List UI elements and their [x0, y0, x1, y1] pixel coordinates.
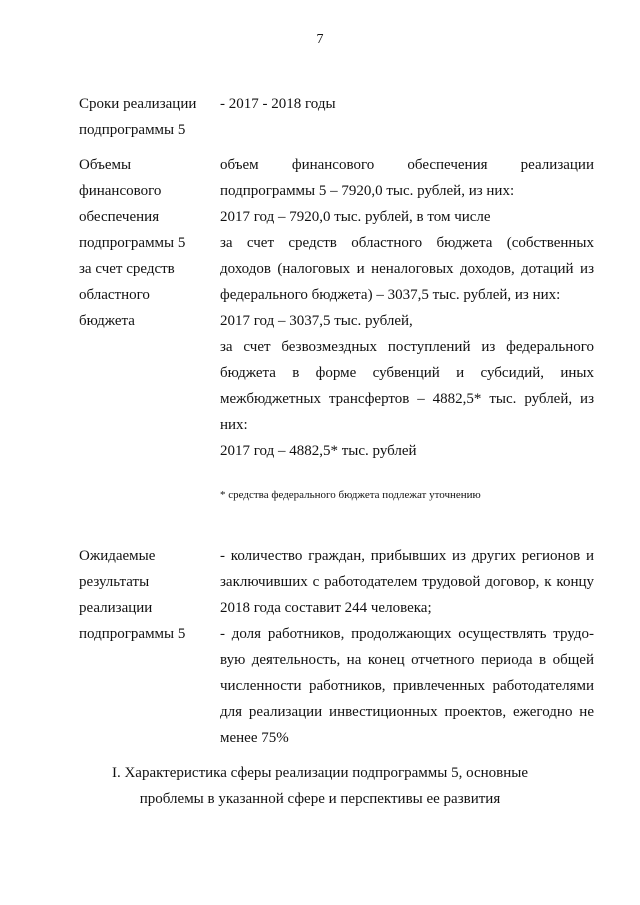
results-text-line: вую деятельность, на конец отчетного периода в общей	[220, 652, 594, 668]
results-text-line: - доля работников, продолжающих осуществлять трудо-	[220, 626, 594, 642]
funding-label-line: Объемы	[79, 157, 132, 173]
results-value	[220, 543, 594, 751]
funding-label-line: финансового	[79, 183, 162, 199]
results-label-line: результаты	[79, 574, 150, 590]
results-text-line: заключивших с работодателем трудовой договор, к концу	[220, 574, 594, 590]
results-label-line: Ожидаемые	[79, 548, 156, 564]
funding-label-line: подпрограммы 5	[79, 235, 186, 251]
funding-text-line: объем финансового обеспечения реализации	[220, 157, 594, 173]
page-number: 7	[316, 32, 324, 47]
results-label	[79, 543, 209, 647]
results-text-line: 2018 года составит 244 человека;	[220, 600, 432, 616]
funding-text-line: за счет средств областного бюджета (собственных	[220, 235, 594, 251]
period-value	[220, 91, 594, 117]
results-text-line: - количество граждан, прибывших из других регионов и	[220, 548, 594, 564]
section-heading-line: проблемы в указанной сфере и перспективы ее развития	[139, 791, 501, 807]
results-label-line: подпрограммы 5	[79, 626, 186, 642]
results-text-line: численности работников, привлеченных работодателями	[220, 678, 594, 694]
funding-text-line: них:	[220, 417, 248, 433]
funding-text-line: бюджета в форме субвенций и субсидий, иных	[220, 365, 594, 381]
funding-label-line: обеспечения	[79, 209, 160, 225]
funding-text-line: 2017 год – 7920,0 тыс. рублей, в том числе	[220, 209, 491, 225]
period-value-text: - 2017 - 2018 годы	[220, 96, 336, 112]
period-label-line: Сроки реализации	[79, 96, 197, 112]
funding-text-line: 2017 год – 3037,5 тыс. рублей,	[220, 313, 413, 329]
funding-footnote: * средства федерального бюджета подлежат уточнению	[220, 489, 481, 501]
section-heading-line: I. Характеристика сферы реализации подпрограммы 5, основные	[111, 765, 529, 781]
funding-label-line: бюджета	[79, 313, 135, 329]
period-label	[79, 91, 209, 143]
section-heading	[0, 760, 640, 812]
funding-text-line: 2017 год – 4882,5* тыс. рублей	[220, 443, 417, 459]
funding-text-line: доходов (налоговых и неналоговых доходов, дотаций из	[220, 261, 594, 277]
funding-label-line: за счет средств	[79, 261, 175, 277]
funding-text-line: федерального бюджета) – 3037,5 тыс. рублей, из них:	[220, 287, 561, 303]
results-text-line: для реализации инвестиционных проектов, ежегодно не	[220, 704, 594, 720]
funding-value	[220, 152, 594, 464]
funding-text-line: межбюджетных трансфертов – 4882,5* тыс. рублей, из	[220, 391, 594, 407]
funding-label	[79, 152, 209, 334]
period-label-line: подпрограммы 5	[79, 122, 186, 138]
funding-text-line: за счет безвозмездных поступлений из федерального	[220, 339, 594, 355]
funding-text-line: подпрограммы 5 – 7920,0 тыс. рублей, из них:	[220, 183, 515, 199]
funding-label-line: областного	[79, 287, 150, 303]
results-label-line: реализации	[79, 600, 153, 616]
results-text-line: менее 75%	[220, 730, 289, 746]
